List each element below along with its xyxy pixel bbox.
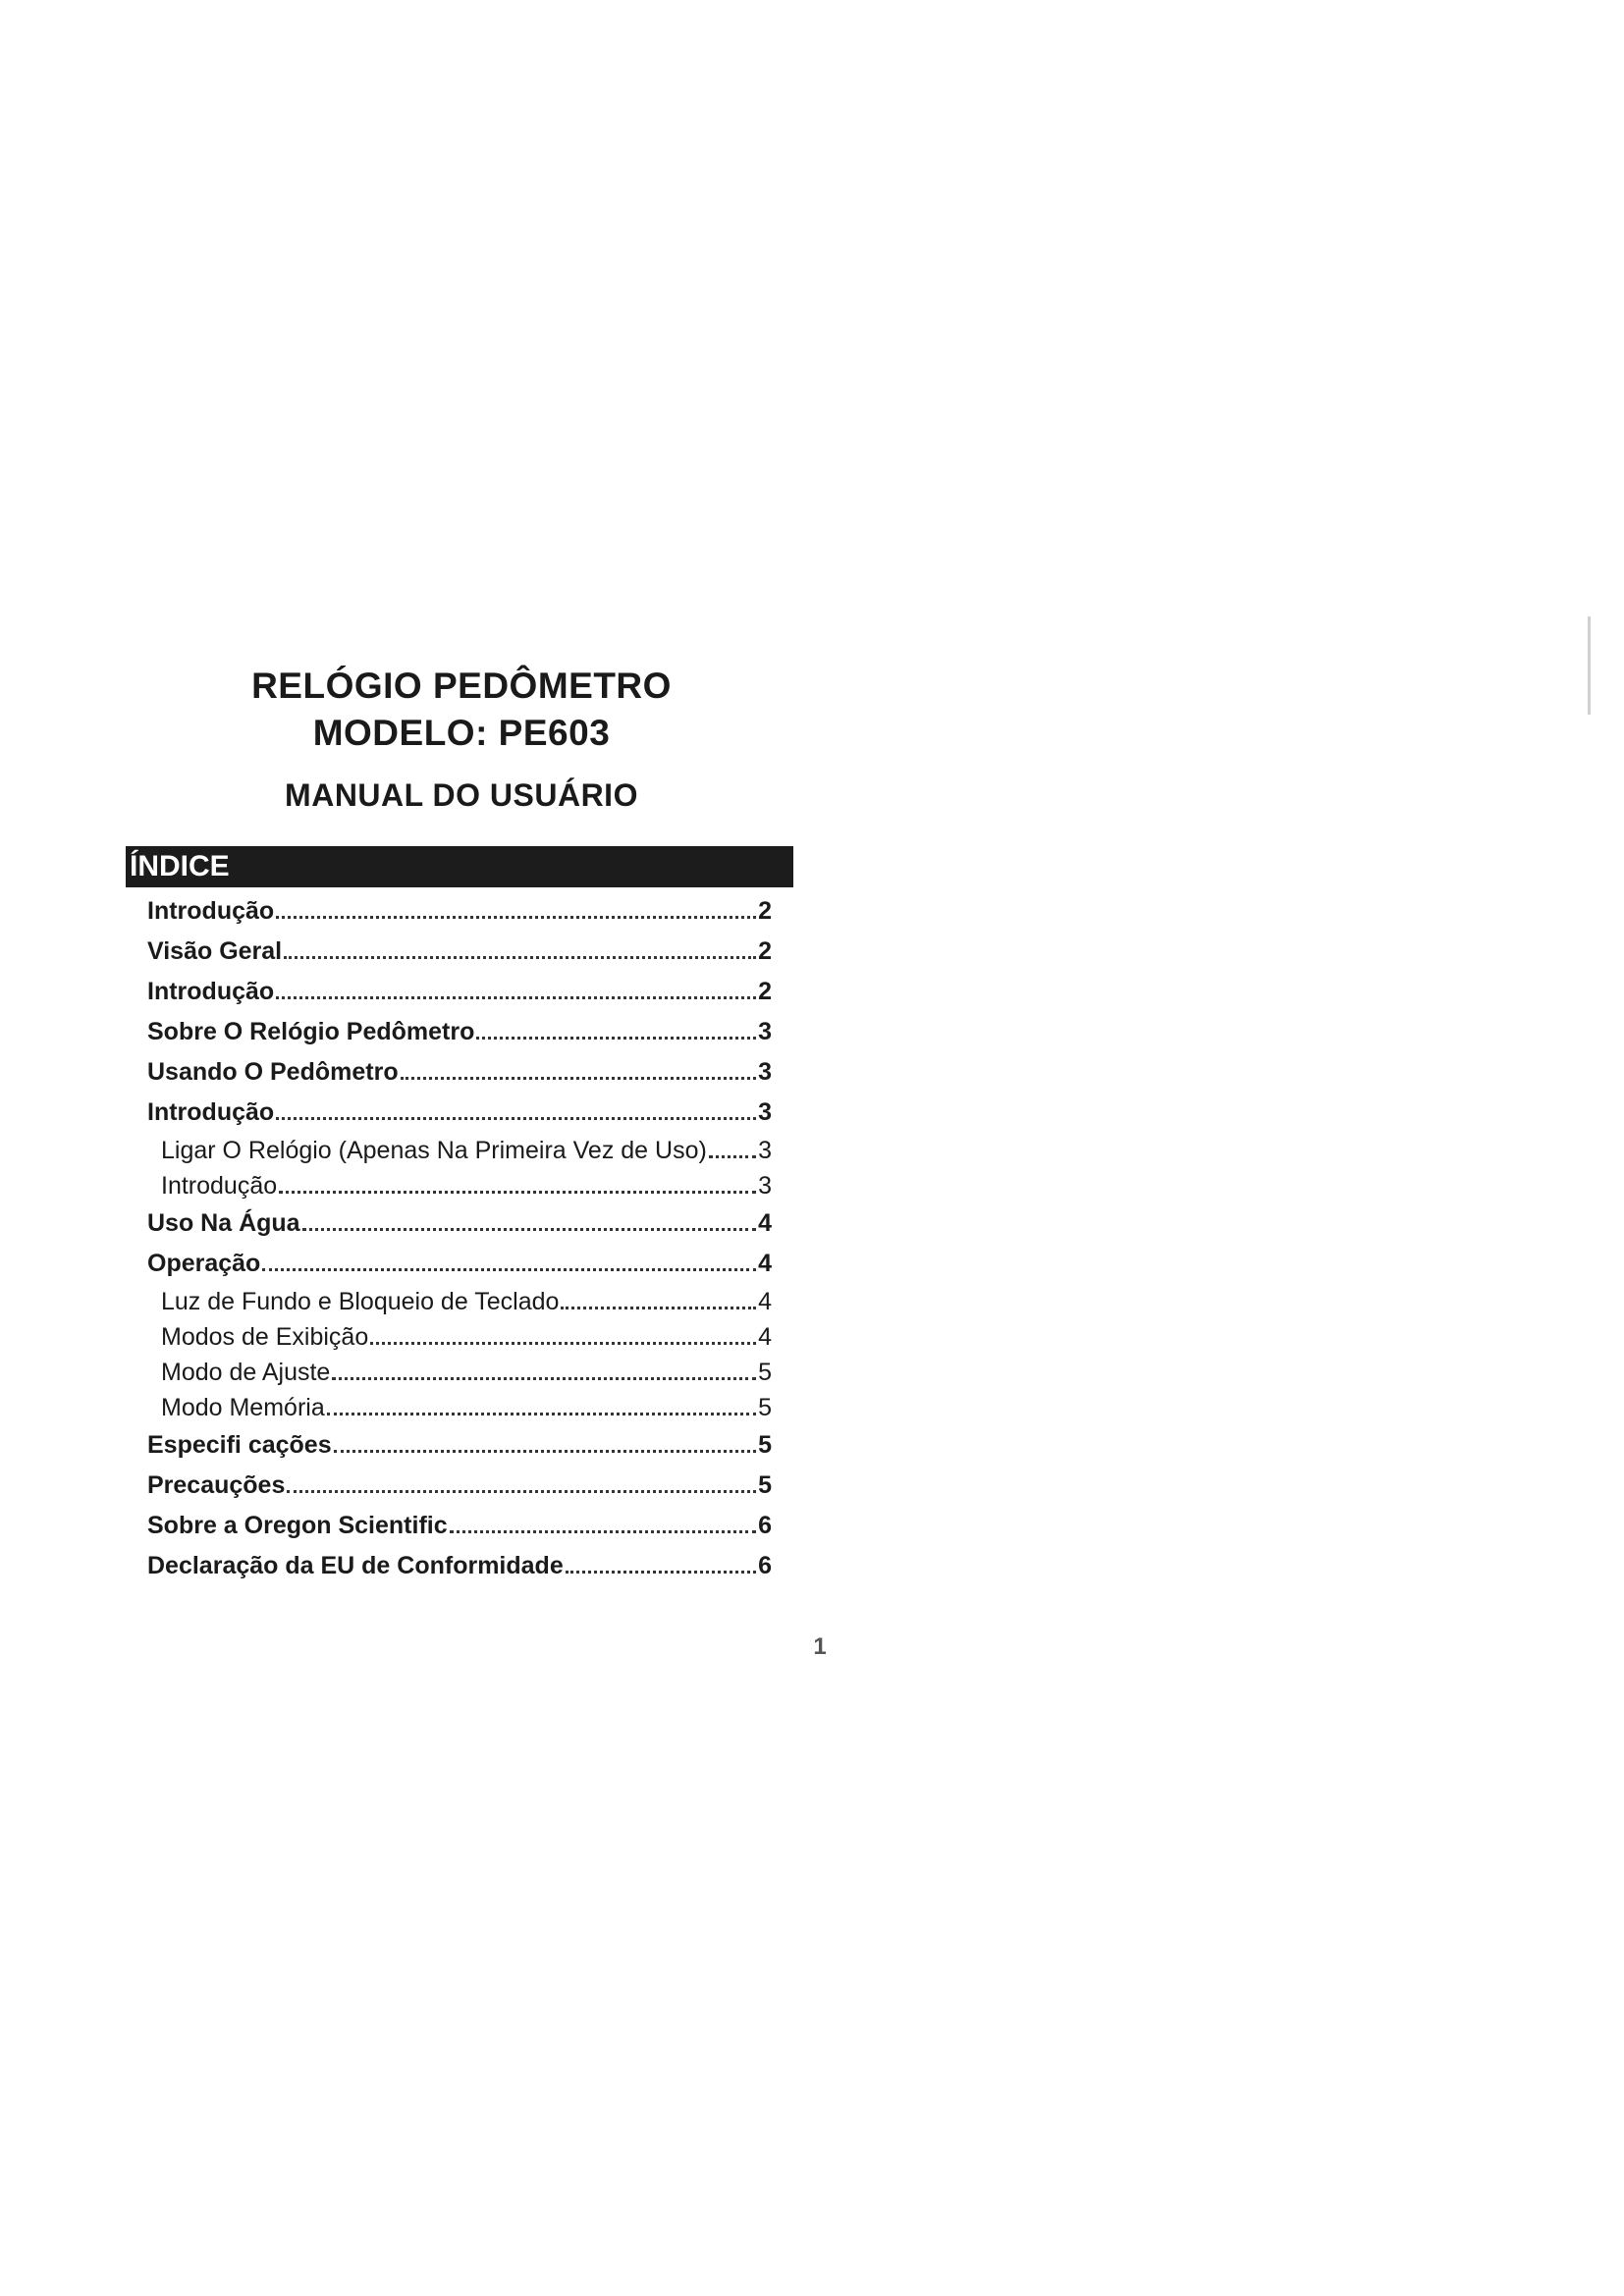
document-title: RELÓGIO PEDÔMETRO: [251, 666, 672, 706]
toc-entry-page: 4: [758, 1209, 772, 1237]
toc-entry-page: 3: [758, 1172, 772, 1200]
toc-entry-page: 2: [758, 897, 772, 925]
toc-entry-page: 4: [758, 1250, 772, 1277]
toc-entry: [147, 1319, 772, 1355]
toc-entry: [147, 1012, 772, 1052]
toc-entry: [147, 1466, 772, 1506]
toc-leader-dots: [327, 1413, 756, 1415]
toc-entry-label: Introdução: [147, 1098, 275, 1126]
toc-leader-dots: [276, 1117, 756, 1120]
toc-leader-dots: [302, 1228, 757, 1231]
toc-leader-dots: [450, 1530, 756, 1533]
toc-entry: [147, 1203, 772, 1244]
toc-entry-page: 6: [758, 1552, 772, 1579]
toc-entry-page: 4: [758, 1323, 772, 1351]
toc-entry: [147, 932, 772, 972]
toc-entry-page: 5: [758, 1394, 772, 1421]
scan-edge-mark: [1588, 616, 1591, 715]
toc-leader-dots: [284, 956, 756, 959]
toc-entry-label: Especifi cações: [147, 1431, 332, 1459]
toc-leader-dots: [332, 1377, 756, 1380]
toc-entry-label: Introdução: [147, 897, 275, 925]
toc-entry: [147, 1168, 772, 1203]
toc-entry: [147, 1355, 772, 1390]
toc-leader-dots: [401, 1077, 757, 1080]
toc-entry-label: Visão Geral: [147, 937, 283, 965]
toc-entry-page: 3: [758, 1018, 772, 1045]
toc-entry-label: Modo de Ajuste: [161, 1359, 331, 1386]
table-of-contents: [147, 891, 772, 1586]
toc-entry: [147, 1425, 772, 1466]
page-number: 1: [813, 1633, 827, 1660]
toc-leader-dots: [370, 1342, 756, 1345]
toc-entry: [147, 891, 772, 932]
toc-leader-dots: [276, 996, 756, 999]
toc-leader-dots: [276, 916, 756, 919]
toc-leader-dots: [709, 1155, 756, 1158]
toc-entry-label: Introdução: [147, 978, 275, 1005]
toc-entry-page: 3: [758, 1058, 772, 1086]
toc-entry: [147, 1093, 772, 1133]
toc-entry-page: 5: [758, 1431, 772, 1459]
toc-entry-label: Ligar O Relógio (Apenas Na Primeira Vez de Uso): [161, 1137, 707, 1164]
toc-entry-label: Usando O Pedômetro: [147, 1058, 399, 1086]
toc-entry-page: 5: [758, 1471, 772, 1499]
toc-entry-label: Declaração da EU de Conformidade: [147, 1552, 564, 1579]
toc-entry-label: Modos de Exibição: [161, 1323, 369, 1351]
toc-entry-label: Luz de Fundo e Bloqueio de Teclado: [161, 1288, 560, 1315]
toc-entry: [147, 1546, 772, 1586]
toc-entry: [147, 1133, 772, 1168]
toc-leader-dots: [262, 1268, 756, 1271]
toc-entry-page: 2: [758, 937, 772, 965]
toc-entry: [147, 1052, 772, 1093]
toc-entry-label: Introdução: [161, 1172, 278, 1200]
toc-entry-page: 4: [758, 1288, 772, 1315]
toc-leader-dots: [279, 1191, 756, 1194]
toc-entry-page: 3: [758, 1098, 772, 1126]
toc-entry: [147, 1390, 772, 1425]
toc-entry-label: Precauções: [147, 1471, 286, 1499]
model-number: MODELO: PE603: [312, 713, 611, 753]
toc-entry: [147, 972, 772, 1012]
toc-entry-page: 2: [758, 978, 772, 1005]
toc-entry-label: Sobre O Relógio Pedômetro: [147, 1018, 475, 1045]
toc-leader-dots: [566, 1571, 756, 1574]
toc-entry: [147, 1284, 772, 1319]
toc-entry-label: Modo Memória: [161, 1394, 325, 1421]
toc-leader-dots: [334, 1450, 756, 1453]
toc-leader-dots: [476, 1037, 756, 1040]
toc-entry-label: Uso Na Água: [147, 1209, 300, 1237]
toc-entry-label: Sobre a Oregon Scientific: [147, 1512, 448, 1539]
toc-entry-page: 3: [758, 1137, 772, 1164]
toc-leader-dots: [561, 1307, 756, 1309]
toc-heading: ÍNDICE: [126, 846, 793, 887]
toc-entry: [147, 1506, 772, 1546]
toc-entry-label: Operação: [147, 1250, 261, 1277]
toc-entry-page: 6: [758, 1512, 772, 1539]
toc-leader-dots: [287, 1490, 756, 1493]
document-subtitle: MANUAL DO USUÁRIO: [285, 777, 638, 813]
toc-entry: [147, 1244, 772, 1284]
toc-entry-page: 5: [758, 1359, 772, 1386]
